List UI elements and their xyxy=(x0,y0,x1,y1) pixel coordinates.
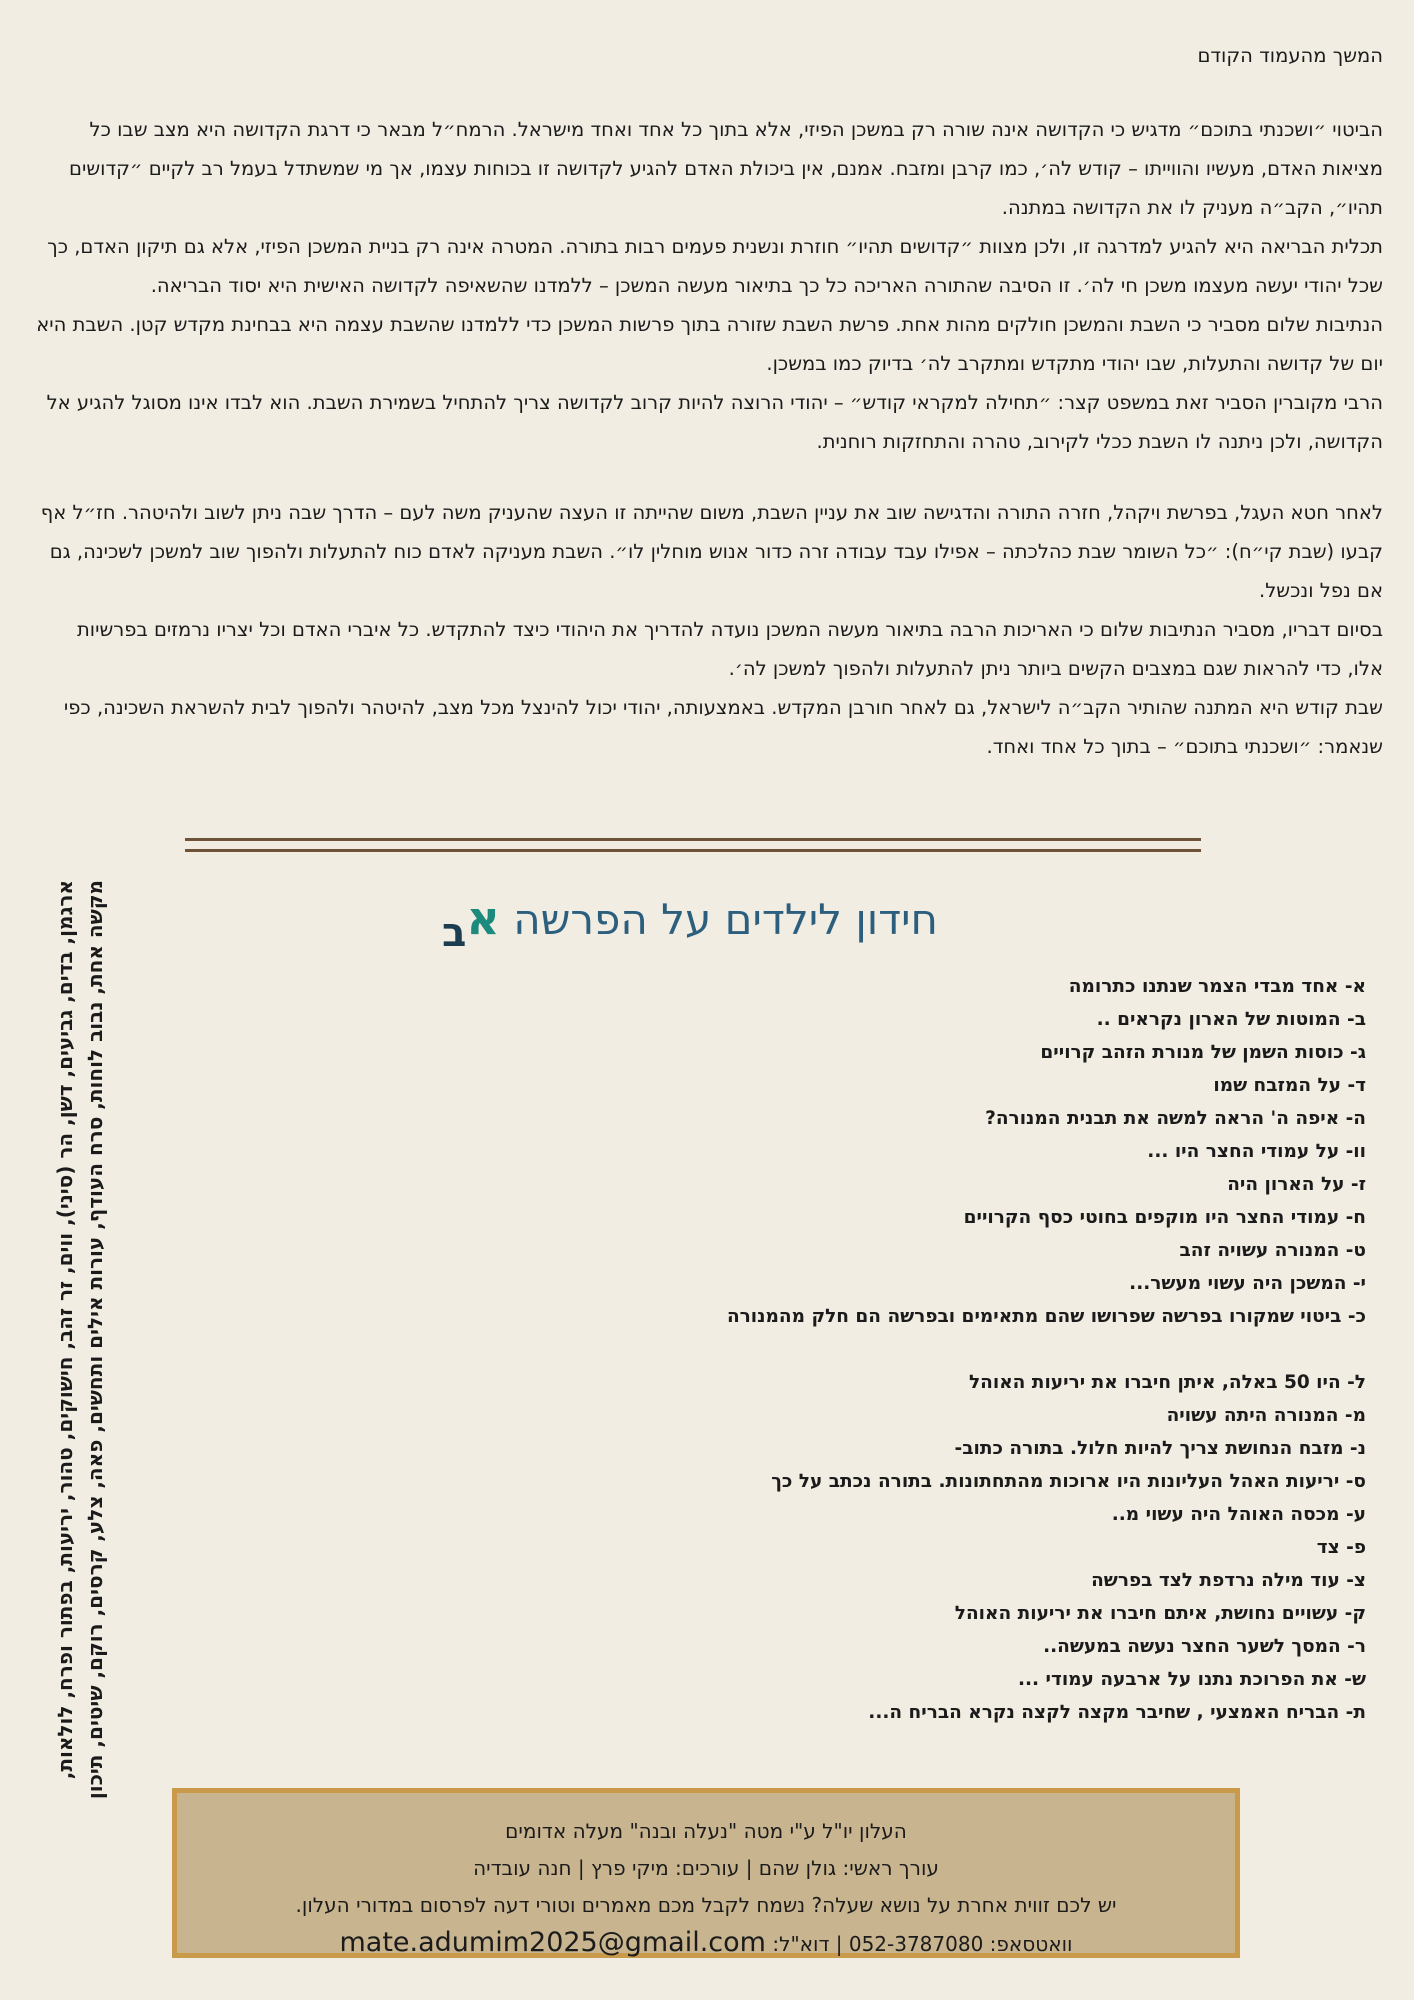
article-paragraph: הביטוי ״ושכנתי בתוכם״ מדגיש כי הקדושה אינה שורה רק במשכן הפיזי, אלא בתוך כל אחד ואחד מישראל. הרמח״ל מבאר כי דרגת הקדושה היא מצב שבו כל מציאות האדם, מעשיו והווייתו – קודש לה׳, כמו קרבן ומזבח. אמנם, אין ביכולת האדם להגיע לקדושה זו בכוחות עצמו, אך מי שמשתדל בעמל רב לקיים ״קדושים תהיו״, הקב״ה מעניק לו את הקדושה במתנה. xyxy=(69,118,1383,219)
quiz-title-text: חידון לילדים על הפרשה xyxy=(513,895,938,944)
quiz-title xyxy=(398,888,938,956)
clue-item: א- אחד מבדי הצמר שנתנו כתרומה xyxy=(1068,976,1366,997)
clue-item: פ- צד xyxy=(1316,1537,1366,1558)
clue-item: ק- עשויים נחושת, איתם חיברו את יריעות האוהל xyxy=(954,1603,1366,1624)
clue-item: ש- את הפרוכת נתנו על ארבעה עמודי ... xyxy=(1017,1669,1366,1690)
article-paragraph: הנתיבות שלום מסביר כי השבת והמשכן חולקים מהות אחת. פרשת השבת שזורה בתוך פרשות המשכן כדי ללמדנו שהשבת עצמה היא בבחינת מקדש קטן. השבת היא יום של קדושה והתעלות, שבו יהודי מתקדש ומתקרב לה׳ בדיוק כמו במשכן. xyxy=(36,313,1383,375)
article-paragraph: הרבי מקוברין הסביר זאת במשפט קצר: ״תחילה למקראי קודש״ – יהודי הרוצה להיות קרוב לקדושה צריך להתחיל בשמירת השבת. הוא לבדו אינו מסוגל להגיע אל הקדושה, ולכן ניתנה לו השבת ככלי לקירוב, טהרה והתחזקות רוחנית. xyxy=(46,391,1383,453)
clue-item: י- המשכן היה עשוי מעשר... xyxy=(1129,1273,1366,1294)
footer-publisher: העלון יו"ל ע"י מטה "נעלה ובנה" מעלה אדומים xyxy=(505,1819,907,1843)
clue-item: ט- המנורה עשויה זהב xyxy=(1179,1240,1366,1261)
footer-call-to-action: יש לכם זווית אחרת על נושא שעלה? נשמח לקבל מכם מאמרים וטורי דעה לפרסום במדורי העלון. xyxy=(295,1893,1117,1917)
clue-item: כ- ביטוי שמקורו בפרשה שפרושו שהם מתאימים ובפרשה הם חלק מהמנורה xyxy=(726,1306,1366,1327)
clue-list-part1 xyxy=(560,970,1366,1333)
clue-item: ב- המוטות של הארון נקראים .. xyxy=(1096,1009,1366,1030)
clue-item: ג- כוסות השמן של מנורת הזהב קרויים xyxy=(1040,1042,1366,1063)
section-divider xyxy=(185,838,1201,852)
clue-item: ר- המסך לשער החצר נעשה במעשה.. xyxy=(1043,1636,1366,1657)
quiz-clues xyxy=(560,970,1366,1729)
clue-item: צ- עוד מילה נרדפת לצד בפרשה xyxy=(1091,1570,1366,1591)
footer-editors: עורך ראשי: גולן שהם | עורכים: מיקי פרץ | חנה עובדיה xyxy=(473,1856,939,1880)
clue-item: ה- איפה ה' הראה למשה את תבנית המנורה? xyxy=(985,1108,1366,1129)
contact-phone: וואטסאפ: 052-3787080 | דוא"ל: xyxy=(765,1932,1073,1956)
clue-item: ע- מכסה האוהל היה עשוי מ.. xyxy=(1111,1504,1366,1525)
alef-logo-letter: א xyxy=(466,891,500,945)
bet-logo-letter: ב xyxy=(441,910,467,956)
clue-item: מ- המנורה היתה עשויה xyxy=(1166,1405,1366,1426)
clue-item: נ- מזבח הנחושת צריך להיות חלול. בתורה כתוב- xyxy=(954,1438,1366,1459)
clue-item: ס- יריעות האהל העליונות היו ארוכות מהתחתונות. בתורה נכתב על כך xyxy=(771,1471,1366,1492)
contact-email[interactable]: mate.adumim2025@gmail.com xyxy=(339,1927,766,1958)
footer-credits-box xyxy=(172,1788,1240,1958)
answer-word-bank xyxy=(50,880,110,1970)
article-paragraph: בסיום דבריו, מסביר הנתיבות שלום כי האריכות הרבה בתיאור מעשה המשכן נועדה להדריך את היהודי כיצד להתקדש. כל איברי האדם וכל יצריו נרמזים בפרשיות אלו, כדי להראות שגם במצבים הקשים ביותר ניתן להתעלות ולהפוך למשכן לה׳. xyxy=(76,618,1383,680)
clue-item: ד- על המזבח שמו xyxy=(1213,1075,1366,1096)
clue-item: ל- היו 50 באלה, איתן חיברו את יריעות האוהל xyxy=(968,1372,1366,1393)
clue-item: ח- עמודי החצר היו מוקפים בחוטי כסף הקרויים xyxy=(963,1207,1366,1228)
footer-contact xyxy=(177,1924,1235,1963)
article xyxy=(36,36,1383,766)
article-paragraph: תכלית הבריאה היא להגיע למדרגה זו, ולכן מצוות ״קדושים תהיו״ חוזרת ונשנית פעמים רבות בתורה. המטרה אינה רק בניית המשכן הפיזי, אלא גם תיקון האדם, כך שכל יהודי יעשה מעצמו משכן חי לה׳. זו הסיבה שהתורה האריכה כל כך בתיאור מעשה המשכן – ללמדנו שהשאיפה לקדושה האישית היא יסוד הבריאה. xyxy=(47,235,1383,297)
word-bank-line: ארגמן, בדים, גביעים, דשן, הר (סיני), ווים, זר זהב, חישוקים, טהור, יריעות, בפתור ופרח, לולאות, xyxy=(53,880,77,1780)
clue-list-part2 xyxy=(560,1366,1366,1729)
article-paragraph: לאחר חטא העגל, בפרשת ויקהל, חזרה התורה והדגישה שוב את עניין השבת, משום שהייתה זו העצה שהעניק משה לעם – הדרך שבה ניתן לשוב ולהיטהר. חז״ל אף קבעו (שבת קי״ח): ״כל השומר שבת כהלכתה – אפילו עבד עבודה זרה כדור אנוש מוחלין לו״. השבת מעניקה לאדם כוח להתעלות ולהפוך שוב למשכן לשכינה, גם אם נפל ונכשל. xyxy=(40,501,1383,602)
clue-item: וו- על עמודי החצר היו ... xyxy=(1147,1141,1366,1162)
continued-note: המשך מהעמוד הקודם xyxy=(1197,44,1383,67)
clue-item: ז- על הארון היה xyxy=(1227,1174,1366,1195)
word-bank-line: מקשה אחת, נבוב לוחות, סרח העודף, עורות אילים ותחשים, פאה, צלע, קרסים, רוקם, שיטים, תיכון xyxy=(83,880,107,1800)
article-paragraph: שבת קודש היא המתנה שהותיר הקב״ה לישראל, גם לאחר חורבן המקדש. באמצעותה, יהודי יכול להינצל מכל מצב, להיטהר ולהפוך לבית להשראת השכינה, כפי שנאמר: ״ושכנתי בתוכם״ – בתוך כל אחד ואחד. xyxy=(63,696,1383,758)
clue-item: ת- הבריח האמצעי , שחיבר מקצה לקצה נקרא הבריח ה... xyxy=(868,1702,1366,1723)
